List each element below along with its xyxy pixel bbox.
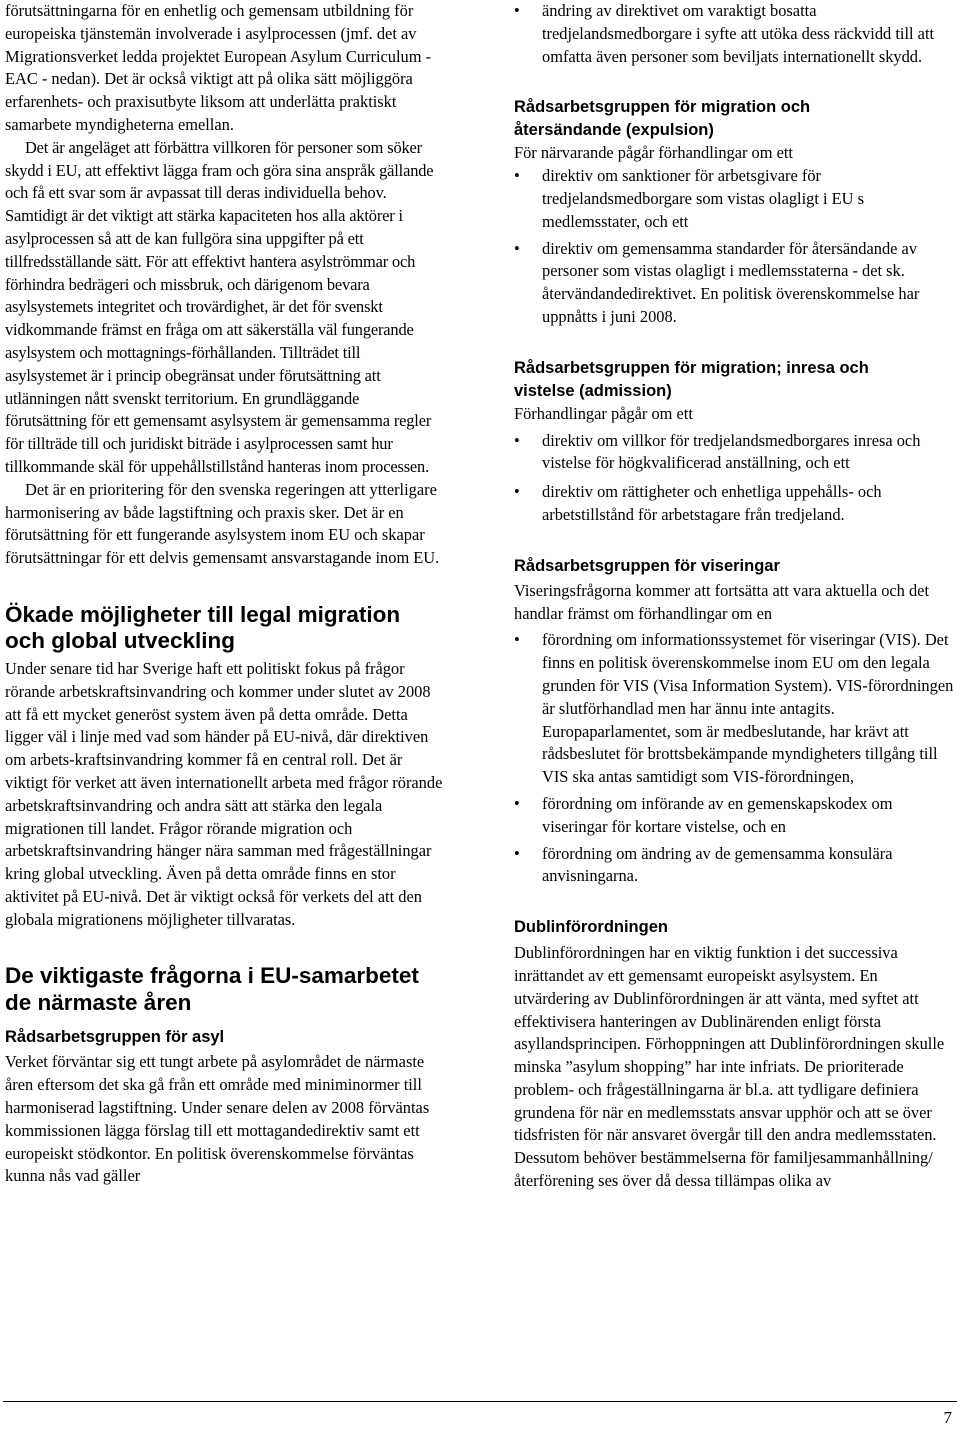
list-visa xyxy=(514,629,956,888)
bullet-icon: • xyxy=(514,1,520,20)
left-column xyxy=(5,0,443,1188)
list-item: • ändring av direktivet om varaktigt bosatta tredjelandsmedborgare i syfte att utöka dess räckvidd till att omfatta även personer som beviljats internationellt skydd. xyxy=(514,1,935,66)
paragraph-asylum-work: Verket förväntar sig ett tungt arbete på asylområdet de närmaste åren eftersom det ska gå från ett område med miniminormer till harmoniserad lagstiftning. Under senare delen av 2008 förväntas kommissionen lägga förslag till ett mottagandedirektiv samt ett europeiskt stödkontor. En politisk överenskommelse förväntas kunna nås vad gäller xyxy=(5,1052,430,1186)
list-item: • förordning om ändring av de gemensamma konsulära anvisningarna. xyxy=(514,843,893,886)
footer-divider xyxy=(3,1401,957,1402)
paragraph-protection: Det är angeläget att förbättra villkoren för personer som söker skydd i EU, att effektivt lägga fram och göra sina anspråk gällande och få ett svar som är avpassat till deras individuella behov. Samtidigt är det viktigt att stärka kapaciteten hos alla aktörer i asylprocessen så att de kan fullgöra sina uppgifter på ett tillfredsställande sätt. För att effektivt hantera asylströmmar och förhindra bedrägeri och missbruk, och därigenom bevara asylsystemets integritet och trovärdighet, är det för svenskt vidkommande främst en fråga om att säkerställa väl fungerande asylsystem och mottagnings-förhållanden. Tillträdet till asylsystemet är i princip obegränsat under förutsättning att utlänningen nått svenskt territorium. En grundläggande förutsättning för ett gemensamt asylsystem är gemensamma regler för tillträde till och juridiskt biträde i asylprocessen samt hur tillkommande skäl för uppehållstillstånd hanteras inom processen. xyxy=(5,137,434,476)
right-column xyxy=(514,0,956,1193)
list-item: • direktiv om sanktioner för arbetsgivare för tredjelandsmedborgare som vistas olagligt i EU s medlemsstater, och ett xyxy=(514,166,864,231)
list-expulsion xyxy=(514,165,956,329)
list-admission xyxy=(514,430,956,527)
bullet-icon: • xyxy=(514,166,520,186)
list-item: • direktiv om gemensamma standarder för återsändande av personer som vistas olagligt i medlemsstaterna - det sk. återvändandedirektivet. En politisk överenskommelse har uppnåtts i juni 2008. xyxy=(514,238,920,326)
paragraph-priority: Det är en prioritering för den svenska regeringen att ytterligare harmonisering av både lagstiftning och praxis sker. Det är en förutsättning för ett fungerande asylsystem inom EU och skapar förutsättningar för ett delvis gemensamt ansvarstagande inom EU. xyxy=(5,479,440,568)
bullet-icon: • xyxy=(514,238,520,258)
heading-asylum-group: Rådsarbetsgruppen för asyl xyxy=(5,1028,225,1047)
bullet-icon: • xyxy=(514,630,520,650)
bullet-icon: • xyxy=(514,430,520,450)
page-number: 7 xyxy=(943,1408,952,1427)
intro-expulsion: För närvarande pågår förhandlingar om ett xyxy=(514,143,793,163)
paragraph-dublin: Dublinförordningen har en viktig funktion i det successiva inrättandet av ett gemensamt europeiskt asylsystem. En utvärdering av Dublinförordningen är att vänta, med syftet att effektivisera hanteringen av Dublinärenden enligt första asyllandsprincipen. Förhoppningen att Dublinförordningen skulle minska ”asylum shopping” har inte infriats. De prioriterade problem- och frågeställningarna är bl.a. att tydligare definiera grundena för när en medlemsstats ansvar upphör och att se över tidsfristen för när ansvaret övergår till den andra medlemsstaten. Dessutom behöver bestämmelserna för familjesammanhållning/ återförening ses över då dessa tillämpas olika av xyxy=(514,943,945,1191)
list-item: • direktiv om villkor för tredjelandsmedborgares inresa och vistelse för högkvalificerad anställning, och ett xyxy=(514,430,921,473)
intro-admission: Förhandlingar pågår om ett xyxy=(514,403,693,423)
paragraph-training: förutsättningarna för en enhetlig och gemensam utbildning för europeiska tjänstemän involverade i asylprocessen (jmf. det av Migrationsverket ledda projektet European Asylum Curriculum - EAC - nedan). Det är också viktigt att på olika sätt möjliggöra erfarenhets- och praxisutbyte liksom att underlätta praktiskt samarbete myndigheterna emellan. xyxy=(5,1,432,134)
list-item: • direktiv om rättigheter och enhetliga uppehålls- och arbetstillstånd för arbetstagare från tredjeland. xyxy=(514,482,882,524)
list-item: • förordning om införande av en gemenskapskodex om viseringar för kortare vistelse, och en xyxy=(514,793,893,836)
heading-expulsion-group: Rådsarbetsgruppen för migration och återsändande (expulsion) xyxy=(514,98,811,140)
paragraph-labour-migration: Under senare tid har Sverige haft ett politiskt fokus på frågor rörande arbetskraftsinvandring och kommer under slutet av 2008 att få ett mycket generöst system även på detta område. Detta ligger väl i linje med vad som händer på EU-nivå, där direktiven om arbets-kraftsinvandring kommer få en central roll. Det är viktigt för verket att även internationellt arbeta med frågor rörande arbetskraftsinvandring och andra sätt att stärka den legala migrationen till landet. Frågor rörande migration och arbetskraftsinvandring hänger nära samman med frågeställningar kring global utveckling. Även på detta område finns en stor aktivitet på EU-nivå. Det är viktigt också för verkets del att den globala migrationens möjligheter tillvaratas. xyxy=(5,658,443,929)
bullet-icon: • xyxy=(514,843,520,863)
heading-visa-group: Rådsarbetsgruppen för viseringar xyxy=(514,556,780,575)
bullet-icon: • xyxy=(514,482,520,502)
heading-eu-issues: De viktigaste frågorna i EU-samarbetet de närmaste åren xyxy=(5,963,419,1015)
list-status-directive xyxy=(514,0,956,68)
heading-admission-group: Rådsarbetsgruppen för migration; inresa och vistelse (admission) xyxy=(514,358,869,400)
heading-dublin: Dublinförordningen xyxy=(514,918,668,937)
heading-legal-migration: Ökade möjligheter till legal migration och global utveckling xyxy=(5,601,401,654)
list-item: • förordning om informationssystemet för viseringar (VIS). Det finns en politisk överenskommelse inom EU om den legala grunden för VIS (Visa Information System). VIS-förordningen är slutförhandlad men har ännu inte antagits. Europaparlamentet, som är medbeslutande, har krävt att rådsbeslutet för brottsbekämpande myndigheters tillgång till VIS ska antas samtidigt som VIS-förordningen, xyxy=(514,630,954,787)
intro-visa: Viseringsfrågorna kommer att fortsätta att vara aktuella och det handlar främst om förhandlingar om en xyxy=(514,580,929,623)
bullet-icon: • xyxy=(514,793,520,813)
